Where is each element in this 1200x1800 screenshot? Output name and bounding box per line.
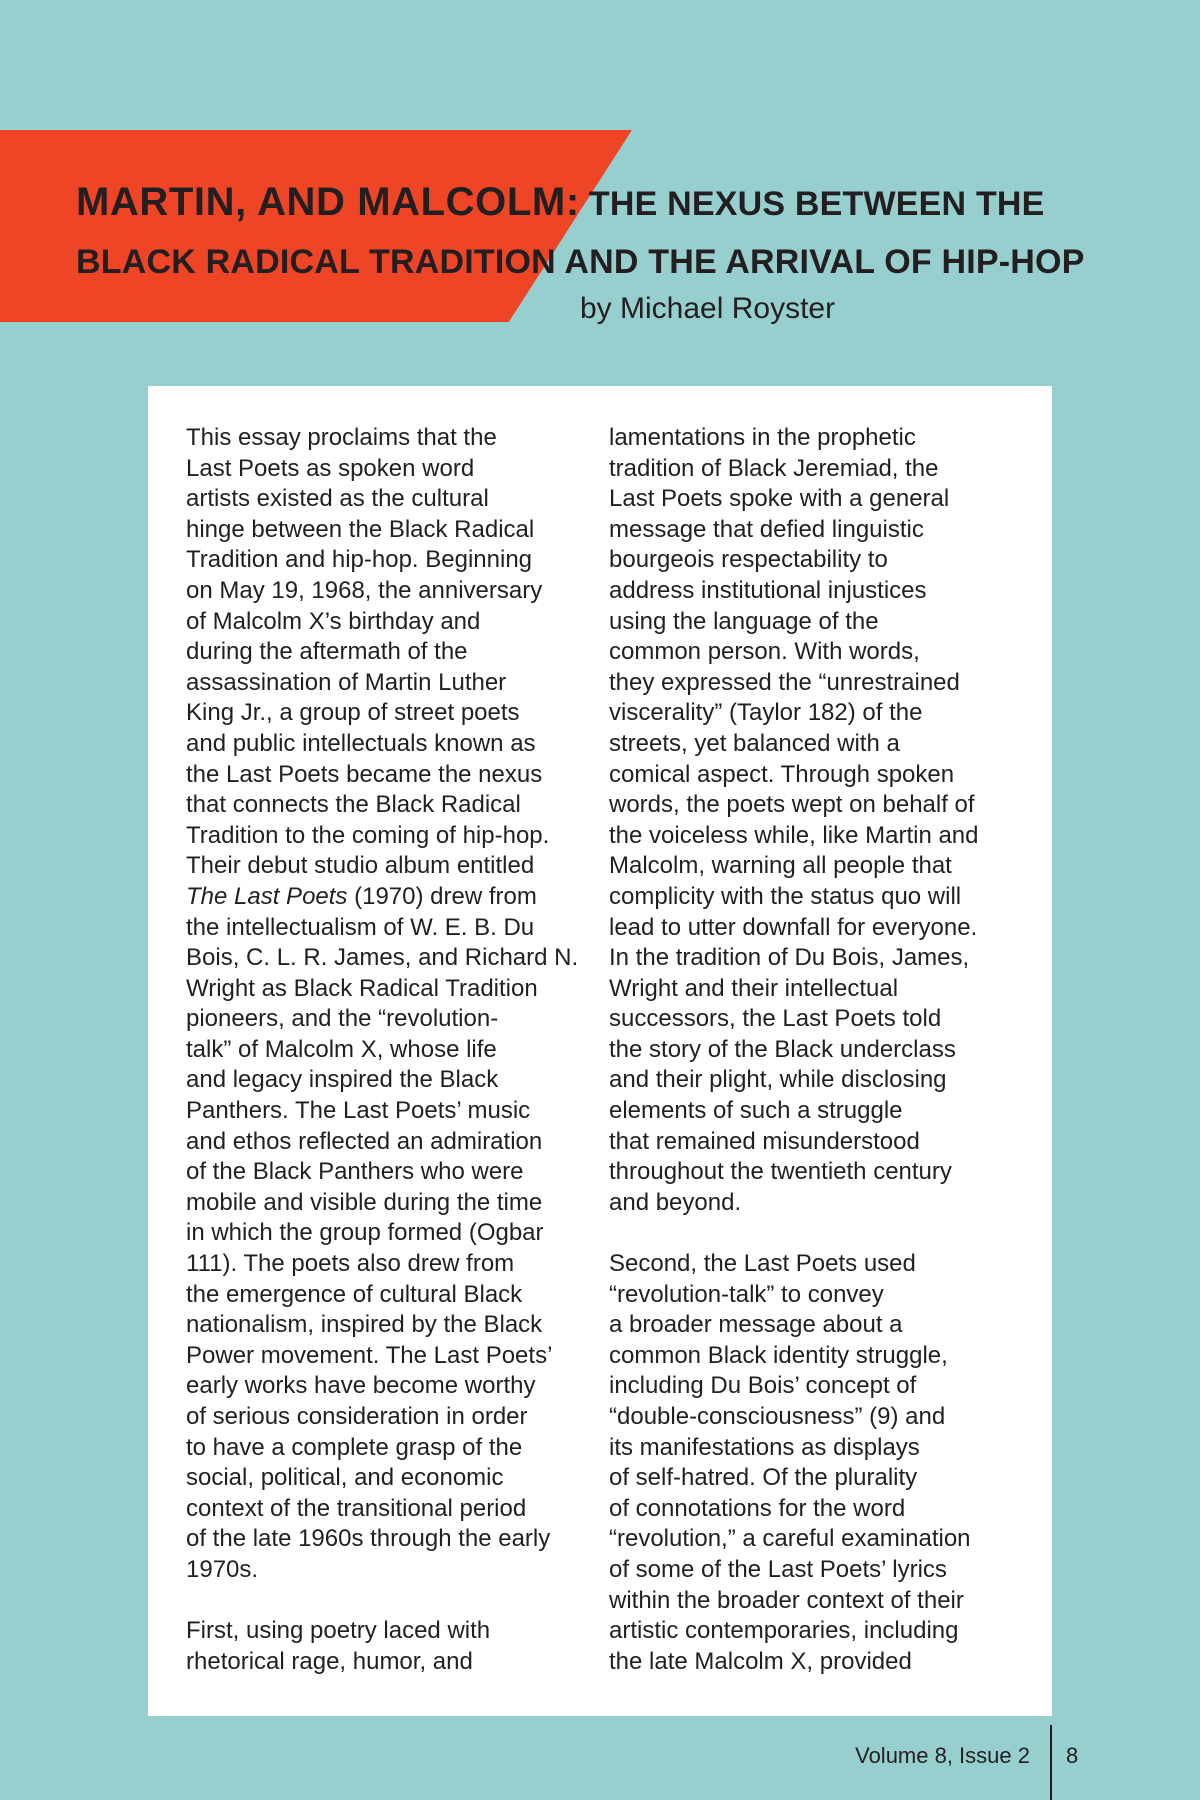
text-line xyxy=(186,882,591,913)
text-line: the emergence of cultural Black xyxy=(186,1280,523,1308)
text-line: Second, the Last Poets used xyxy=(609,1250,916,1278)
text-line: of serious consideration in order xyxy=(186,1403,528,1430)
left-paragraph-2 xyxy=(186,1616,591,1677)
text-line: Malcolm, warning all people that xyxy=(609,852,952,880)
text-line: viscerality” (Taylor 182) of the xyxy=(609,699,923,727)
text-line: Tradition to the coming of hip-hop. xyxy=(186,821,550,849)
text-line: Last Poets as spoken word xyxy=(186,454,475,482)
right-paragraph-1 xyxy=(609,423,1039,1218)
text-line: 111). The poets also drew from xyxy=(186,1250,515,1278)
text-line: talk” of Malcolm X, whose life xyxy=(186,1035,497,1063)
text-line: Bois, C. L. R. James, and Richard N. xyxy=(186,944,579,972)
text-line: 1970s. xyxy=(186,1555,259,1583)
text-line: words, the poets wept on behalf of xyxy=(609,791,975,819)
text-line: of connotations for the word xyxy=(609,1494,906,1522)
text-line: rhetorical rage, humor, and xyxy=(186,1647,473,1675)
text-line: Wright as Black Radical Tradition xyxy=(186,974,538,1002)
title-main: MARTIN, AND MALCOLM: xyxy=(76,180,580,224)
text-line: the voiceless while, like Martin and xyxy=(609,821,979,849)
text-line: “revolution,” a careful examination xyxy=(609,1525,971,1553)
title-line-2: BLACK RADICAL TRADITION AND THE ARRIVAL OF HIP-HOP xyxy=(76,243,1085,281)
text-line: that remained misunderstood xyxy=(609,1127,920,1155)
text-line: of some of the Last Poets’ lyrics xyxy=(609,1555,947,1583)
article-title xyxy=(76,178,1166,286)
text-line: context of the transitional period xyxy=(186,1494,527,1522)
issue-label: Volume 8, Issue 2 xyxy=(855,1743,1030,1768)
title-line-1 xyxy=(76,178,1166,238)
text-line: address institutional injustices xyxy=(609,576,927,604)
text-line: pioneers, and the “revolution- xyxy=(186,1005,499,1033)
text-line: the story of the Black underclass xyxy=(609,1035,956,1063)
text-line: of Malcolm X’s birthday and xyxy=(186,607,481,635)
text-line: on May 19, 1968, the anniversary xyxy=(186,576,543,604)
text-line: during the aftermath of the xyxy=(186,638,468,666)
text-line: First, using poetry laced with xyxy=(186,1617,491,1645)
text-line: and public intellectuals known as xyxy=(186,729,536,757)
text-line: Tradition and hip-hop. Beginning xyxy=(186,546,533,574)
text-line: Wright and their intellectual xyxy=(609,974,899,1002)
text-line: using the language of the xyxy=(609,607,879,635)
text-line: social, political, and economic xyxy=(186,1464,504,1492)
left-paragraph-1 xyxy=(186,423,591,1586)
text-line: tradition of Black Jeremiad, the xyxy=(609,454,939,482)
title-subtitle: THE NEXUS BETWEEN THE xyxy=(588,185,1045,223)
text-line: Panthers. The Last Poets’ music xyxy=(186,1097,531,1125)
text-line: to have a complete grasp of the xyxy=(186,1433,523,1461)
text-line: common Black identity struggle, xyxy=(609,1341,948,1369)
text-line: and their plight, while disclosing xyxy=(609,1066,947,1094)
text-line: of the Black Panthers who were xyxy=(186,1158,524,1186)
text-line: of the late 1960s through the early xyxy=(186,1525,551,1553)
text-line: and beyond. xyxy=(609,1188,742,1216)
text-line: message that defied linguistic xyxy=(609,515,924,543)
text-line: King Jr., a group of street poets xyxy=(186,699,520,727)
text-line: nationalism, inspired by the Black xyxy=(186,1311,543,1339)
text-line: artistic contemporaries, including xyxy=(609,1617,959,1645)
text-line: Their debut studio album entitled xyxy=(186,852,535,880)
text-line: the late Malcolm X, provided xyxy=(609,1647,912,1675)
text-line: mobile and visible during the time xyxy=(186,1188,543,1216)
text-line: complicity with the status quo will xyxy=(609,882,962,910)
text-line: This essay proclaims that the xyxy=(186,424,497,451)
text-line: “double-consciousness” (9) and xyxy=(609,1403,946,1430)
text-line: the Last Poets became the nexus xyxy=(186,760,543,788)
text-line: Power movement. The Last Poets’ xyxy=(186,1341,553,1369)
text-line: artists existed as the cultural xyxy=(186,485,489,513)
text-line: its manifestations as displays xyxy=(609,1433,920,1461)
text-line: common person. With words, xyxy=(609,638,920,666)
album-title: The Last Poets xyxy=(186,882,348,910)
text-line: within the broader context of their xyxy=(609,1586,964,1614)
page-number: 8 xyxy=(1066,1743,1079,1768)
text-line: hinge between the Black Radical xyxy=(186,515,535,543)
text-line: In the tradition of Du Bois, James, xyxy=(609,944,970,972)
text-line: in which the group formed (Ogbar xyxy=(186,1219,544,1247)
text-line: “revolution-talk” to convey xyxy=(609,1280,884,1308)
text-line: they expressed the “unrestrained xyxy=(609,668,960,696)
text-line: bourgeois respectability to xyxy=(609,546,888,574)
byline: by Michael Royster xyxy=(580,292,836,325)
text-line: a broader message about a xyxy=(609,1311,903,1339)
text-line: lead to utter downfall for everyone. xyxy=(609,913,978,941)
text-line: the intellectualism of W. E. B. Du xyxy=(186,913,535,941)
text-line: including Du Bois’ concept of xyxy=(609,1372,917,1400)
text-line: lamentations in the prophetic xyxy=(609,424,916,451)
text-line: Last Poets spoke with a general xyxy=(609,485,950,513)
text-line: and legacy inspired the Black xyxy=(186,1066,499,1094)
text-line: and ethos reflected an admiration xyxy=(186,1127,543,1155)
footer-divider xyxy=(1050,1725,1052,1800)
text-line: of self-hatred. Of the plurality xyxy=(609,1464,918,1492)
text-line: early works have become worthy xyxy=(186,1372,536,1400)
text-line: that connects the Black Radical xyxy=(186,791,521,819)
text-line: successors, the Last Poets told xyxy=(609,1005,942,1033)
text-line: streets, yet balanced with a xyxy=(609,729,900,757)
text-line: assassination of Martin Luther xyxy=(186,668,507,696)
left-column xyxy=(186,423,591,1677)
article-body xyxy=(148,386,1052,1716)
album-title-rest: (1970) drew from xyxy=(347,882,537,910)
text-line: throughout the twentieth century xyxy=(609,1158,952,1186)
right-column xyxy=(609,423,1039,1677)
right-paragraph-2 xyxy=(609,1249,1039,1677)
text-line: comical aspect. Through spoken xyxy=(609,760,955,788)
text-line: elements of such a struggle xyxy=(609,1097,903,1125)
